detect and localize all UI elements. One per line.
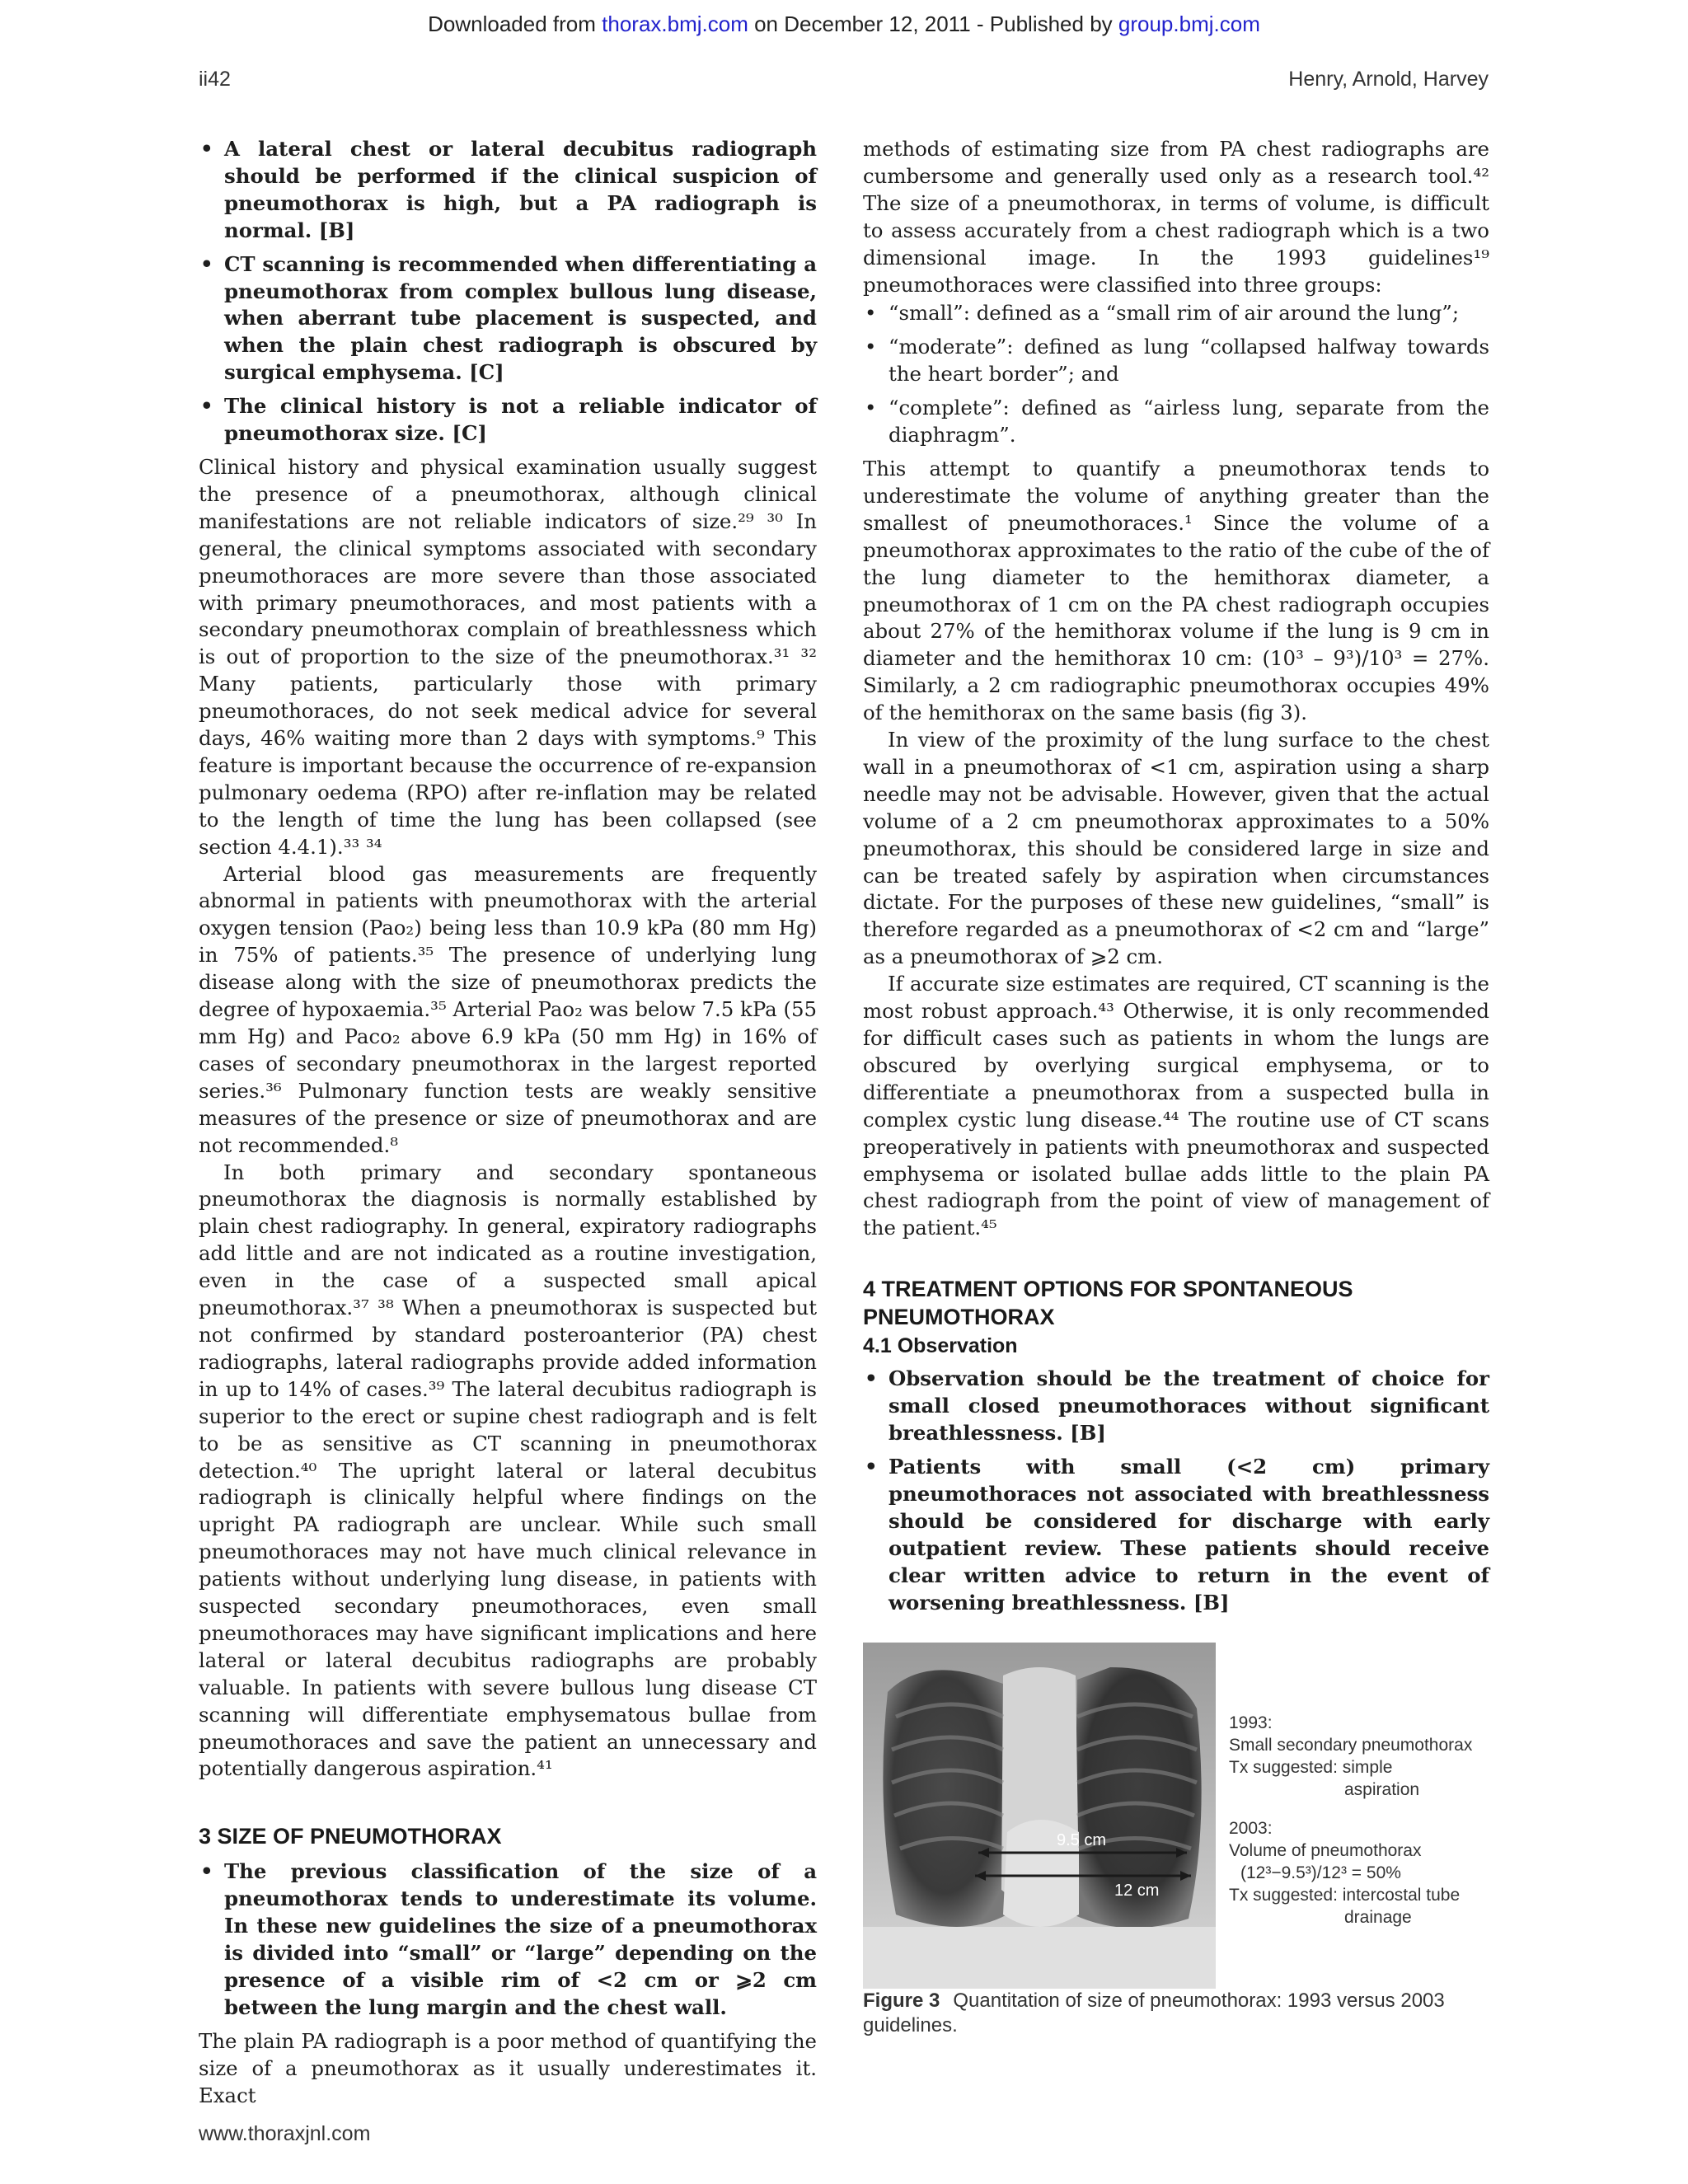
measurement-label-12: 12 cm [1114, 1882, 1160, 1900]
footer-url[interactable]: www.thoraxjnl.com [199, 2122, 371, 2145]
body-paragraph: Clinical history and physical examination usually suggest the presence of a pneumothorax, although clinical manifestations are not reliable indicators of size.²⁹ ³⁰ In general, the clinical symptoms associated with secondary pneumothoraces are more severe than those associated with primary pneumothoraces, and most patients with a secondary pneumothorax complain of breathlessness which is out of proportion to the size of the pneumothorax.³¹ ³² Many patients, particularly those with primary pneumothoraces, do not seek medical advice for several days, 46% waiting more than 2 days with symptoms.⁹ This feature is important because the occurrence of re-expansion pulmonary oedema (RPO) after re-inflation may be related to the length of time the lung has been collapsed (see section 4.4.1).³³ ³⁴ [199, 454, 817, 859]
list-item: • “moderate”: defined as lung “collapsed halfway towards the heart border”; and [863, 334, 1489, 388]
recommendation-item: • Observation should be the treatment of choice for small closed pneumothoraces without significant breathlessness. [B] [863, 1366, 1489, 1447]
recommendations-3-list [199, 1858, 817, 2021]
chest-radiograph [863, 1643, 1216, 1989]
section-heading: 4 TREATMENT OPTIONS FOR SPONTANEOUS PNEUMOTHORAX [863, 1277, 1353, 1330]
measurement-label-9-5: 9.5 cm [1057, 1831, 1107, 1849]
recommendation-item: • The previous classification of the size of a pneumothorax tends to underestimate its volume. In these new guidelines the size of a pneumothorax is divided into “small” or “large” depending on the presence of a visible rim of <2 cm or ⩾2 cm between the lung margin and the chest wall. [199, 1858, 817, 2021]
list-item: • “complete”: defined as “airless lung, separate from the diaphragm”. [863, 395, 1489, 449]
recommendation-item: • CT scanning is recommended when differentiating a pneumothorax from complex bullous lung disease, when aberrant tube placement is suspected, and when the plain chest radiograph is obscured by surgical emphysema. [C] [199, 251, 817, 387]
recommendation-item: • Patients with small (<2 cm) primary pneumothoraces not associated with breathlessness should be considered for discharge with early outpatient review. These patients should receive clear written advice to return in the event of worsening breathlessness. [B] [863, 1454, 1489, 1616]
body-paragraph: The plain PA radiograph is a poor method of quantifying the size of a pneumothorax as it usually underestimates it. Exact [199, 2028, 817, 2107]
page-number: ii42 [199, 68, 231, 91]
body-paragraph: In both primary and secondary spontaneous pneumothorax the diagnosis is normally established by plain chest radiography. In general, expiratory radiographs add little and are not indicated as a routine investigation, even in the case of a suspected small apical pneumothorax.³⁷ ³⁸ When a pneumothorax is suspected but not confirmed by standard posteroanterior (PA) chest radiographs, lateral radiographs provide added information in up to 14% of cases.³⁹ The lateral decubitus radiograph is superior to the erect or supine chest radiograph and is felt to be as sensitive as CT scanning in pneumothorax detection.⁴⁰ The upright lateral or lateral decubitus radiograph is clinically helpful where findings on the upright PA radiograph are unclear. While such small pneumothoraces may not have much clinical relevance in patients without underlying lung disease, in patients with suspected secondary pneumothoraces, even small pneumothoraces may have significant implications and here lateral or lateral decubitus radiographs are probably valuable. In patients with severe bullous lung disease CT scanning will differentiate emphysematous bullae from pneumothoraces and save the patient an unnecessary and potentially dangerous aspiration.⁴¹ [199, 1160, 817, 1781]
legend-2003: 2003: Volume of pneumothorax (12³−9.5³)/12³ = 50% Tx suggested: intercostal tube drainage [1229, 1819, 1461, 1927]
recommendation-item: • The clinical history is not a reliable indicator of pneumothorax size. [C] [199, 393, 817, 448]
body-paragraph: In view of the proximity of the lung surface to the chest wall in a pneumothorax of <1 cm, aspiration using a sharp needle may not be advisable. However, given that the actual volume of a 2 cm pneumothorax approximates to a 50% pneumothorax, this should be considered large in size and can be treated safely by aspiration when circumstances dictate. For the purposes of these new guidelines, “small” is therefore regarded as a pneumothorax of <2 cm and “large” as a pneumothorax of ⩾2 cm. [863, 728, 1489, 969]
figure-label: Figure 3 [863, 1990, 940, 2012]
section-heading: 3 SIZE OF PNEUMOTHORAX [199, 1824, 502, 1849]
figure-caption [863, 1989, 1489, 2038]
body-paragraph: methods of estimating size from PA chest radiographs are cumbersome and generally used only as a research tool.⁴² The size of a pneumothorax, in terms of volume, is difficult to assess accurately from a chest radiograph which is a two dimensional image. In the 1993 guidelines¹⁹ pneumothoraces were classified into three groups: [863, 137, 1489, 297]
list-item: • “small”: defined as a “small rim of air around the lung”; [863, 300, 1489, 327]
running-authors: Henry, Arnold, Harvey [1288, 68, 1489, 91]
subsection-heading: 4.1 Observation [863, 1334, 1018, 1358]
thorax-link[interactable]: thorax.bmj.com [602, 12, 748, 36]
caption-text: Quantitation of size of pneumothorax: 1993 versus 2003 guidelines. [863, 1990, 1445, 2036]
recommendation-item: • A lateral chest or lateral decubitus radiograph should be performed if the clinical suspicion of pneumothorax is high, but a PA radiograph is normal. [B] [199, 136, 817, 245]
body-paragraph: Arterial blood gas measurements are frequently abnormal in patients with pneumothorax with the arterial oxygen tension (Pao₂) being less than 10.9 kPa (80 mm Hg) in 75% of patients.³⁵ The presence of underlying lung disease along with the size of pneumothorax predicts the degree of hypoxaemia.³⁵ Arterial Pao₂ was below 7.5 kPa (55 mm Hg) and Paco₂ above 6.9 kPa (50 mm Hg) in 16% of cases of secondary pneumothorax in the largest reported series.³⁶ Pulmonary function tests are weakly sensitive measures of the presence or size of pneumothorax and are not recommended.⁸ [199, 861, 817, 1157]
figure-3 [863, 1643, 1489, 2034]
classification-list [863, 300, 1489, 449]
left-column [199, 136, 817, 2110]
legend-1993: 1993: Small secondary pneumothorax Tx suggested: simple aspiration [1229, 1713, 1473, 1799]
recommendations-2-list [199, 136, 817, 448]
right-column [863, 136, 1489, 1623]
body-paragraph: This attempt to quantify a pneumothorax tends to underestimate the volume of anything greater than the smallest of pneumothoraces.¹ Since the volume of a pneumothorax approximates to the ratio of the cube of the of the lung diameter to the hemithorax diameter, a pneumothorax of 1 cm on the PA chest radiograph occupies about 27% of the hemithorax volume if the lung is 9 cm in diameter and the hemithorax 10 cm: (10³ – 9³)/10³ = 27%. Similarly, a 2 cm radiographic pneumothorax occupies 49% of the hemithorax on the same basis (fig 3). [863, 456, 1489, 725]
recommendations-4-list [863, 1366, 1489, 1616]
download-banner: Downloaded from thorax.bmj.com on December 12, 2011 - Published by group.bmj.com [428, 12, 1260, 36]
group-link[interactable]: group.bmj.com [1118, 12, 1260, 36]
body-paragraph: If accurate size estimates are required, CT scanning is the most robust approach.⁴³ Otherwise, it is only recommended for difficult cases such as patients in whom the lungs are obscured by overlying surgical emphysema, or to differentiate a pneumothorax from a suspected bulla in complex cystic lung disease.⁴⁴ The routine use of CT scans preoperatively in patients with pneumothorax and suspected emphysema or isolated bullae adds little to the plain PA chest radiograph from the point of view of management of the patient.⁴⁵ [863, 972, 1489, 1240]
